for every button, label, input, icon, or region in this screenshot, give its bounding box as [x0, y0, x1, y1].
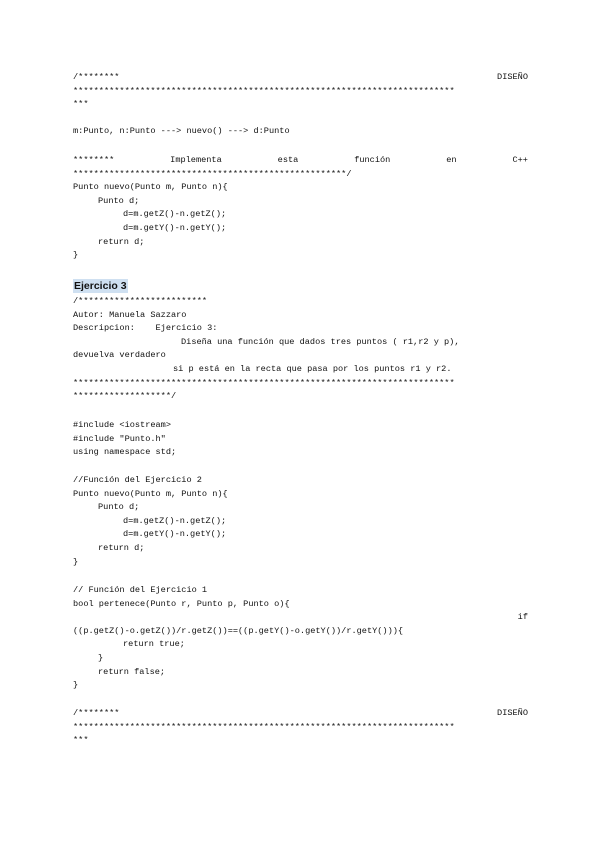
code-line: return false; [98, 666, 166, 677]
stars-line: ************************************************************************** [73, 721, 455, 732]
code-line: } [73, 250, 79, 261]
stars-line: ************************************************************************** [73, 377, 455, 388]
includes-block [73, 419, 528, 460]
stars-line: ************************************************************************** [73, 85, 455, 96]
description-line: Descripcion: Ejercicio 3: [73, 323, 218, 334]
implement-word: ******** [73, 155, 115, 165]
design-header-line [73, 71, 528, 85]
code-line: } [73, 556, 79, 567]
design-comment-2 [73, 707, 528, 748]
design-label: DISEÑO [497, 72, 528, 82]
code-line: } [98, 652, 104, 663]
stars-close: *******************/ [73, 391, 177, 402]
comment-open: /************************* [73, 296, 208, 306]
code-line: bool pertenece(Punto r, Punto p, Punto o){ [73, 598, 290, 609]
include-line: using namespace std; [73, 447, 177, 458]
code-line: d=m.getY()-n.getY(); [123, 222, 227, 233]
implement-word: función [354, 155, 391, 165]
comment-open: /******** [73, 708, 120, 718]
code-line: Punto d; [98, 502, 140, 513]
implement-line [73, 154, 528, 168]
code-line: Punto nuevo(Punto m, Punto n){ [73, 488, 228, 499]
implement-word: C++ [512, 155, 528, 165]
design-header-line [73, 707, 528, 721]
implement-block [73, 154, 528, 263]
description-text: devuelva verdadero [73, 350, 166, 361]
code-line: d=m.getZ()-n.getZ(); [123, 515, 227, 526]
stars-end: *** [73, 99, 89, 110]
stars-end: *** [73, 735, 89, 746]
section-heading: Ejercicio 3 [74, 280, 127, 292]
implement-word: Implementa [170, 155, 222, 165]
author-line: Autor: Manuela Sazzaro [73, 309, 187, 320]
implement-word: esta [277, 155, 299, 165]
code-line: } [73, 680, 79, 691]
comment-open: /******** [73, 72, 120, 82]
code-line: ((p.getZ()-o.getZ())/r.getZ())==((p.getY()-o.getY())/r.getY())){ [73, 625, 404, 636]
stars-close: *****************************************************/ [73, 168, 352, 179]
implement-word: en [446, 155, 457, 165]
code-line: Punto nuevo(Punto m, Punto n){ [73, 182, 228, 193]
description-text: si p está en la recta que pasa por los puntos r1 y r2. [173, 363, 452, 374]
code-comment: // Función del Ejercicio 1 [73, 585, 208, 595]
signature-text: m:Punto, n:Punto ---> nuevo() ---> d:Punto [73, 126, 290, 136]
include-line: #include "Punto.h" [73, 433, 166, 444]
design-label: DISEÑO [497, 708, 528, 718]
code-line: return true; [123, 639, 185, 650]
code-line: return d; [98, 542, 145, 553]
ex2-function [73, 474, 528, 569]
code-line: d=m.getZ()-n.getZ(); [123, 209, 227, 220]
code-comment: //Función del Ejercicio 2 [73, 475, 202, 485]
code-line: return d; [98, 236, 145, 247]
design-comment-1 [73, 71, 528, 112]
header-comment [73, 295, 528, 404]
include-line: #include <iostream> [73, 420, 171, 430]
code-line: Punto d; [98, 195, 140, 206]
if-keyword: if [517, 612, 528, 623]
code-line: d=m.getY()-n.getY(); [123, 529, 227, 540]
description-text: Diseña una función que dados tres puntos ( r1,r2 y p), [181, 336, 460, 347]
ex1-function [73, 584, 528, 693]
signature-line [73, 125, 528, 139]
